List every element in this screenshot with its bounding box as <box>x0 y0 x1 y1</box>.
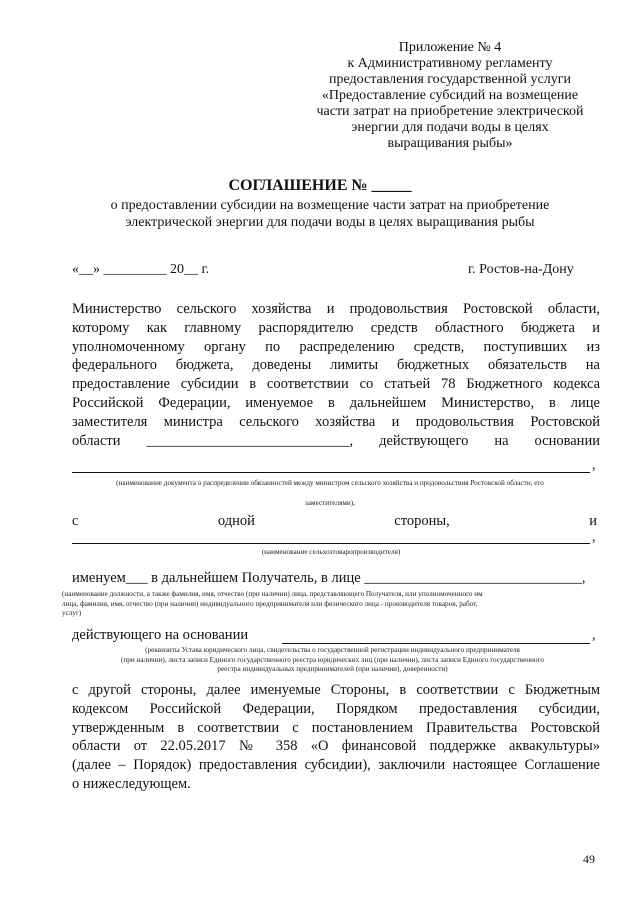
intro-on: на <box>494 432 509 449</box>
acting-line: действующего на основании <box>72 627 249 643</box>
intro-line-5: предоставление субсидии в соответствии со статьей 78 Бюджетного кодекса <box>72 376 600 393</box>
one-side-with: с <box>72 513 79 529</box>
closing-line-1: с другой стороны, далее именуемые Стороны, в соответствии с Бюджетным <box>72 682 600 698</box>
recipient-line: именуем___ в дальнейшем Получатель, в лице ______________________________, <box>72 570 586 586</box>
acting-comma: , <box>592 628 596 643</box>
appendix-line-5: части затрат на приобретение электрической <box>316 104 584 119</box>
intro-line-4: федерального бюджета, доведены лимиты бюджетных обязательств на <box>72 357 600 374</box>
closing-line-4: области от 22.05.2017 № 358 «О финансовой поддержке аквакультуры» <box>72 738 600 755</box>
subtitle-line-1: о предоставлении субсидии на возмещение части затрат на приобретение <box>110 198 550 213</box>
note-basis <box>60 646 605 675</box>
document-basis-comma: , <box>592 458 596 473</box>
organization-blank <box>72 543 590 544</box>
note-basis-3: реестра индивидуальных предпринимателей (при наличии), доверенности) <box>217 665 448 673</box>
closing-line-5: (далее – Порядок) предоставления субсидии), заключили настоящее Соглашение <box>72 757 600 774</box>
intro-basis: основании <box>534 432 600 449</box>
note-person <box>62 590 604 619</box>
intro-line-7: заместителя министра сельского хозяйства и продовольствия Ростовской <box>72 413 600 430</box>
intro-line-6: Российской Федерации, именуемое в дальнейшем Министерство, в лице <box>72 394 600 411</box>
appendix-header <box>290 40 610 152</box>
note-person-2: лица, фамилия, имя, отчество (при наличии) индивидуального предпринимателя или физического лица - производителя товаров, работ, <box>62 599 478 608</box>
note-document: (наименование документа о распределении обязанностей между министром сельского хозяйства и продовольствия Ростовской области, его <box>116 479 544 487</box>
appendix-line-2: к Административному регламенту <box>347 56 553 71</box>
agreement-title: СОГЛАШЕНИЕ № _____ <box>228 177 412 194</box>
closing-paragraph <box>72 681 600 794</box>
intro-line-2: которому как главному распорядителю средств областного бюджета и <box>72 319 600 336</box>
appendix-line-6: энергии для подачи воды в целях <box>351 120 549 135</box>
closing-line-6: о нижеследующем. <box>72 775 191 792</box>
document-basis-blank <box>72 472 590 473</box>
one-side-line <box>72 512 597 531</box>
acting-basis-blank <box>282 643 590 644</box>
closing-line-3: утвержденным в соответствии с постановлением Правительства Ростовской <box>72 719 600 736</box>
subtitle-line-2: электрической энергии для подачи воды в целях выращивания рыбы <box>125 215 535 230</box>
closing-line-2: кодексом Российской Федерации, Порядком предоставления субсидии, <box>72 700 600 717</box>
intro-line-3: уполномоченному органу по распределению средств, поступивших из <box>72 338 600 355</box>
appendix-number: Приложение № 4 <box>398 40 502 55</box>
deputy-name-blank: ____________________________, <box>146 432 354 449</box>
note-basis-2: (при наличии), листа записи Единого государственного реестра юридических лиц (при наличии), листа записи Единого государственного <box>121 655 544 664</box>
note-person-1: (наименование должности, а также фамилия, имя, отчество (при наличии) лица, представляющего Получателя, или уполномоченного им <box>62 590 483 598</box>
intro-paragraph <box>72 300 600 450</box>
note-organization: (наименование сельхозтоваропроизводителя) <box>261 548 401 556</box>
city: г. Ростов-на-Дону <box>468 262 574 277</box>
note-person-3: услуг) <box>62 609 82 617</box>
note-basis-1: (реквизиты Устава юридического лица, свидетельства о государственной регистрации индивидуального предпринимателя <box>145 646 520 654</box>
page-number: 49 <box>583 852 595 866</box>
intro-line-1: Министерство сельского хозяйства и продовольствия Ростовской области, <box>72 301 600 317</box>
intro-oblast: области <box>72 432 121 449</box>
one-side-side: стороны, <box>394 513 450 529</box>
one-side-and: и <box>589 513 597 529</box>
date-line: «__» _________ 20__ г. <box>72 262 210 277</box>
one-side-one: одной <box>217 513 255 529</box>
note-document-2: заместителями), <box>305 499 355 507</box>
appendix-line-3: предоставления государственной услуги <box>329 72 571 87</box>
appendix-line-7: выращивания рыбы» <box>387 136 513 151</box>
agreement-subtitle <box>80 197 580 231</box>
appendix-line-4: «Предоставление субсидий на возмещение <box>321 88 579 103</box>
intro-line-8 <box>72 432 600 451</box>
organization-comma: , <box>592 530 596 545</box>
intro-acting: действующего <box>379 432 469 449</box>
